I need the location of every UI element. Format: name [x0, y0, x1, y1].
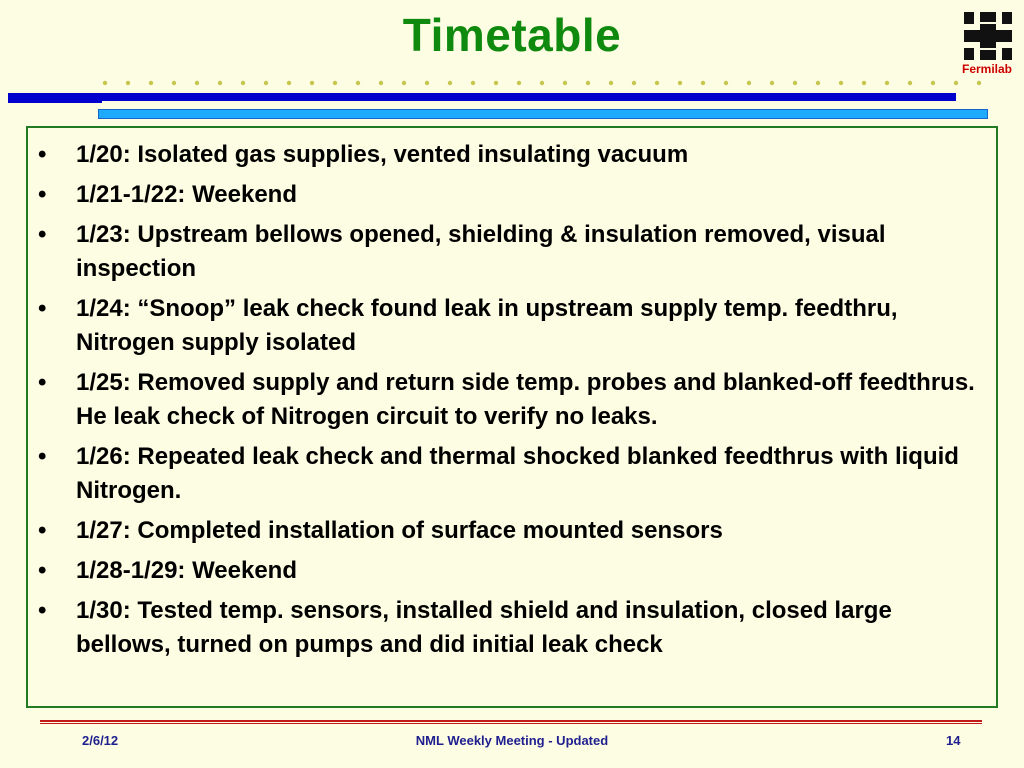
divider-dot	[540, 81, 544, 85]
bullet-item	[28, 554, 988, 588]
footer-divider	[40, 720, 982, 722]
divider-dot	[264, 81, 268, 85]
divider-dot	[586, 81, 590, 85]
bullet-text: 1/25: Removed supply and return side temp. probes and blanked-off feedthrus. He leak check of Nitrogen circuit to verify no leaks.	[76, 369, 975, 430]
divider-dot	[149, 81, 153, 85]
bullet-marker: •	[38, 295, 47, 322]
divider-dot	[310, 81, 314, 85]
divider-dot	[747, 81, 751, 85]
divider-dot	[471, 81, 475, 85]
logo-text: Fermilab	[961, 62, 1012, 76]
divider-dot	[793, 81, 797, 85]
divider-dot	[816, 81, 820, 85]
footer-title: NML Weekly Meeting - Updated	[415, 733, 609, 748]
divider-dot	[678, 81, 682, 85]
bullet-item	[28, 366, 988, 434]
divider-dot	[839, 81, 843, 85]
divider-dot	[563, 81, 567, 85]
dotted-divider	[102, 78, 982, 88]
divider-dot	[402, 81, 406, 85]
divider-dot	[770, 81, 774, 85]
divider-dot	[103, 81, 107, 85]
bullet-marker: •	[38, 517, 47, 544]
divider-dot	[172, 81, 176, 85]
divider-dot	[977, 81, 981, 85]
divider-dot	[425, 81, 429, 85]
bullet-text: 1/23: Upstream bellows opened, shielding & insulation removed, visual inspection	[76, 221, 886, 282]
bullet-item	[28, 514, 988, 548]
bullet-item	[28, 218, 988, 286]
bullet-item	[28, 440, 988, 508]
divider-dot	[632, 81, 636, 85]
header-bar-light	[98, 109, 988, 119]
divider-dot	[333, 81, 337, 85]
bullet-text: 1/27: Completed installation of surface mounted sensors	[76, 517, 723, 544]
divider-dot	[609, 81, 613, 85]
divider-dot	[885, 81, 889, 85]
bullet-marker: •	[38, 557, 47, 584]
bullet-text: 1/20: Isolated gas supplies, vented insulating vacuum	[76, 141, 689, 168]
page-number: 14	[946, 733, 961, 748]
bullet-text: 1/24: “Snoop” leak check found leak in upstream supply temp. feedthru, Nitrogen supply isolated	[76, 295, 898, 356]
bullet-text: 1/30: Tested temp. sensors, installed shield and insulation, closed large bellows, turned on pumps and did initial leak check	[76, 597, 892, 658]
bullet-text: 1/26: Repeated leak check and thermal shocked blanked feedthrus with liquid Nitrogen.	[76, 443, 959, 504]
bullet-item	[28, 178, 988, 212]
content-box	[26, 126, 998, 708]
bullet-text: 1/21-1/22: Weekend	[76, 181, 298, 208]
divider-dot	[724, 81, 728, 85]
slide-title: Timetable	[402, 9, 622, 61]
divider-dot	[931, 81, 935, 85]
bullet-item	[28, 292, 988, 360]
divider-dot	[701, 81, 705, 85]
divider-dot	[517, 81, 521, 85]
header-bar-dark-tab	[8, 101, 102, 103]
divider-dot	[908, 81, 912, 85]
divider-dot	[655, 81, 659, 85]
divider-dot	[195, 81, 199, 85]
bullet-marker: •	[38, 181, 47, 208]
bullet-item	[28, 594, 988, 662]
footer-divider-thin	[40, 723, 982, 724]
divider-dot	[954, 81, 958, 85]
bullet-marker: •	[38, 221, 47, 248]
divider-dot	[241, 81, 245, 85]
bullet-marker: •	[38, 443, 47, 470]
bullet-marker: •	[38, 597, 47, 624]
divider-dot	[494, 81, 498, 85]
divider-dot	[287, 81, 291, 85]
divider-dot	[862, 81, 866, 85]
bullet-marker: •	[38, 141, 47, 168]
divider-dot	[218, 81, 222, 85]
bullet-list	[28, 138, 988, 668]
header-bar-dark	[8, 93, 956, 101]
bullet-text: 1/28-1/29: Weekend	[76, 557, 298, 584]
bullet-item	[28, 138, 988, 172]
divider-dot	[356, 81, 360, 85]
footer-date: 2/6/12	[82, 733, 119, 748]
divider-dot	[126, 81, 130, 85]
bullet-marker: •	[38, 369, 47, 396]
divider-dot	[448, 81, 452, 85]
divider-dot	[379, 81, 383, 85]
